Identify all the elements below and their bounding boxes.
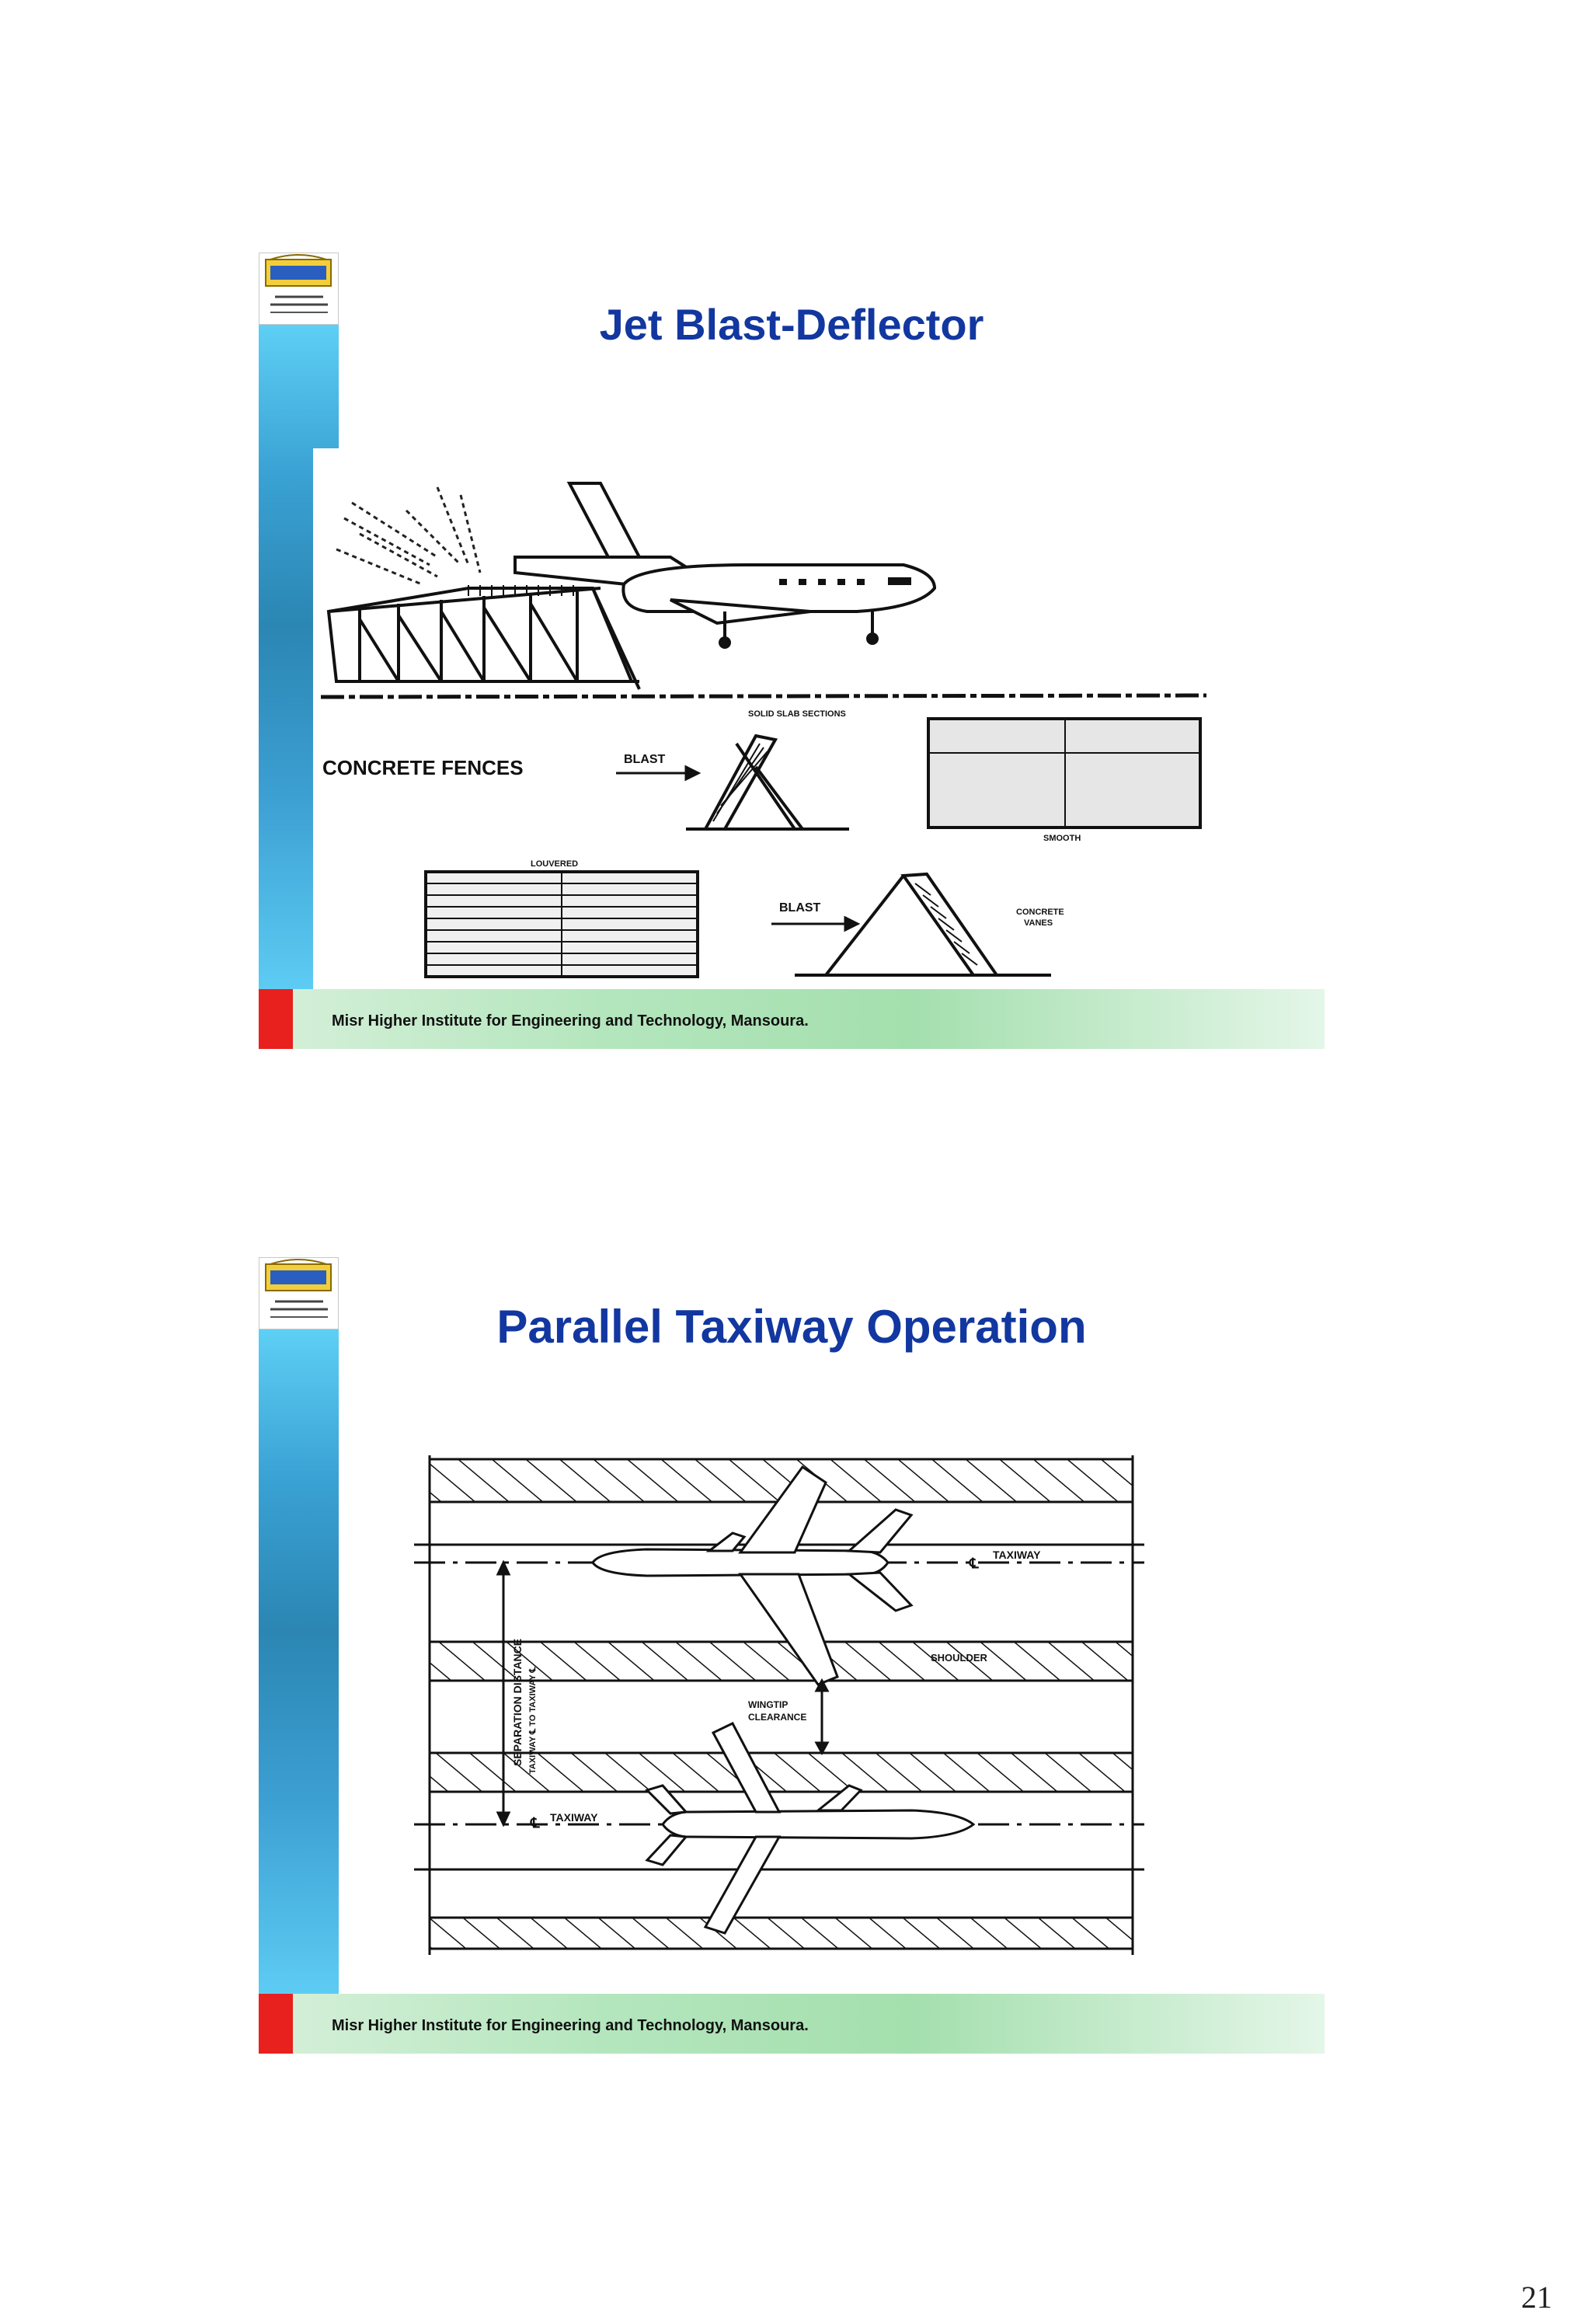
ground-line	[321, 695, 1206, 697]
slide-parallel-taxiway-operation	[259, 1257, 1325, 2054]
label-separation-distance: SEPARATION DISTANCE	[511, 1638, 524, 1766]
page-number: 21	[1521, 2280, 1552, 2315]
label-blast-arrow-1: BLAST	[624, 753, 666, 766]
louvered-panel	[426, 872, 698, 977]
footer-institute-text: Misr Higher Institute for Engineering and Technology, Mansoura.	[332, 2017, 809, 2034]
blast-streaks	[336, 487, 480, 584]
label-blast-arrow-2: BLAST	[779, 901, 821, 915]
smooth-panel	[928, 719, 1200, 828]
label-concrete-vanes: CONCRETE	[1016, 908, 1064, 917]
parallel-taxiway-figure	[414, 1451, 1144, 1956]
centerline-symbol-bottom: ℄	[531, 1815, 540, 1831]
deflector-fence	[329, 588, 639, 689]
slide-title: Jet Blast-Deflector	[599, 300, 984, 349]
label-taxiway-bottom: TAXIWAY	[550, 1811, 598, 1824]
label-shoulder: SHOULDER	[931, 1652, 987, 1664]
solid-slab-x-section	[686, 736, 849, 829]
slide-jet-blast-deflector	[259, 253, 1325, 1049]
footer-red-block	[259, 1994, 293, 2054]
label-taxiway-top: TAXIWAY	[993, 1549, 1041, 1561]
label-wingtip: WINGTIP	[748, 1699, 789, 1710]
label-taxiway-cl-to-cl: TAXIWAY ℄ TO TAXIWAY ℄	[528, 1667, 538, 1774]
slide-title: Parallel Taxiway Operation	[496, 1301, 1087, 1353]
label-smooth: SMOOTH	[1043, 834, 1081, 843]
label-solid-slab-sections: SOLID SLAB SECTIONS	[748, 709, 846, 719]
label-clearance: CLEARANCE	[748, 1712, 807, 1723]
jet-blast-deflector-figure	[313, 448, 1245, 992]
sidebar-gradient	[259, 1329, 339, 1999]
label-louvered: LOUVERED	[531, 859, 579, 869]
footer-institute-text: Misr Higher Institute for Engineering and Technology, Mansoura.	[332, 1012, 809, 1030]
label-concrete-fences: CONCRETE FENCES	[322, 756, 524, 779]
label-concrete-vanes-2: VANES	[1024, 918, 1053, 928]
footer-red-block	[259, 989, 293, 1049]
blast-arrow-1	[616, 767, 698, 779]
blast-arrow-2	[771, 918, 858, 930]
centerline-symbol-top: ℄	[970, 1556, 979, 1571]
